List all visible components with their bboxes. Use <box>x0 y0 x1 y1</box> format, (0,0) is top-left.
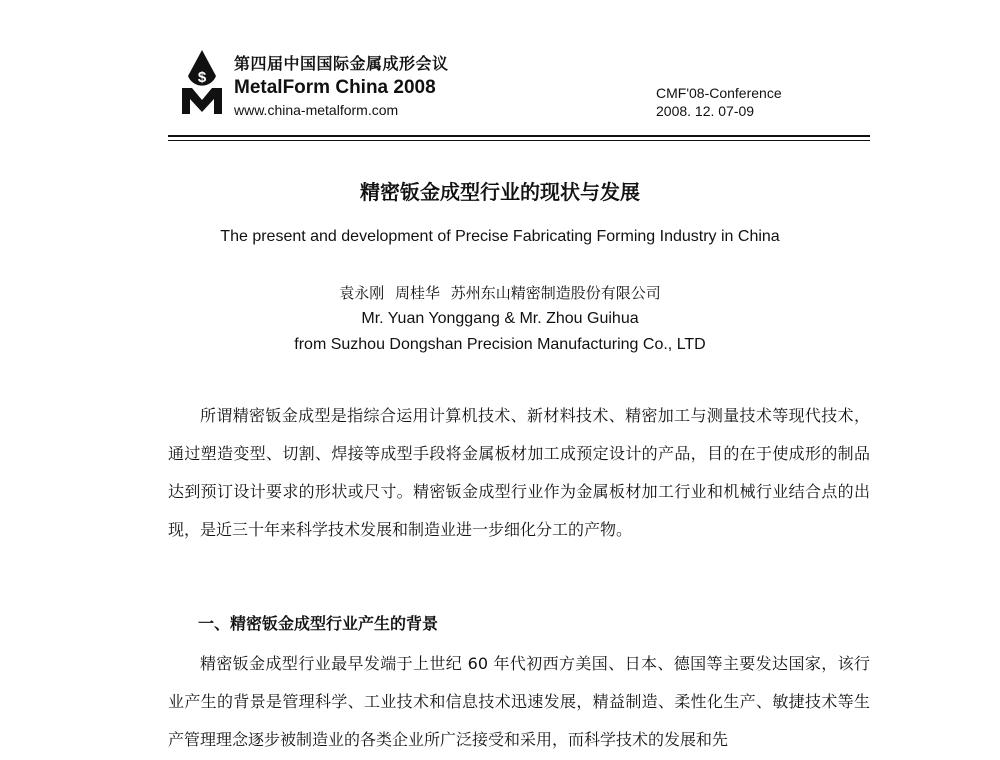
header-divider-thin <box>168 140 870 141</box>
affiliation-en: from Suzhou Dongshan Precision Manufacturing Co., LTD <box>294 336 706 353</box>
conference-info <box>234 54 614 119</box>
metalform-logo-icon <box>180 50 224 116</box>
conference-name-cn: 第四届中国国际金属成形会议 <box>234 54 449 73</box>
conference-meta <box>656 84 856 120</box>
intro-paragraph: 所谓精密钣金成型是指综合运用计算机技术、新材料技术、精密加工与测量技术等现代技术，通过塑造变型、切割、焊接等成型手段将金属板材加工成预定设计的产品，目的在于使成形的制品达到预订设计要求的形状或尺寸。精密钣金成型行业作为金属板材加工行业和机械行业结合点的出现，是近三十年来科学技术发展和制造业进一步细化分工的产物。 <box>168 406 870 539</box>
conference-code: CMF'08-Conference <box>656 85 782 101</box>
author-block <box>0 280 1000 358</box>
conference-dates: 2008. 12. 07-09 <box>656 103 755 119</box>
svg-text:$: $ <box>197 69 207 86</box>
conference-name-en: MetalForm China 2008 <box>234 77 436 98</box>
conference-url: www.china-metalform.com <box>234 102 399 118</box>
section-heading-background: 一、精密钣金成型行业产生的背景 <box>198 614 439 633</box>
paper-title-en: The present and development of Precise Fabricating Forming Industry in China <box>220 228 780 245</box>
header-divider-thick <box>168 135 870 137</box>
conference-header <box>168 48 868 138</box>
authors-cn: 袁永刚 周桂华 苏州东山精密制造股份有限公司 <box>339 284 661 302</box>
authors-en: Mr. Yuan Yonggang & Mr. Zhou Guihua <box>361 310 639 327</box>
paper-title-cn: 精密钣金成型行业的现状与发展 <box>360 180 640 204</box>
background-paragraph: 精密钣金成型行业最早发端于上世纪 60 年代初西方美国、日本、德国等主要发达国家，该行业产生的背景是管理科学、工业技术和信息技术迅速发展，精益制造、柔性化生产、敏捷技术等生产管理理念逐步被制造业的各类企业所广泛接受和采用，而科学技术的发展和先 <box>168 654 870 749</box>
